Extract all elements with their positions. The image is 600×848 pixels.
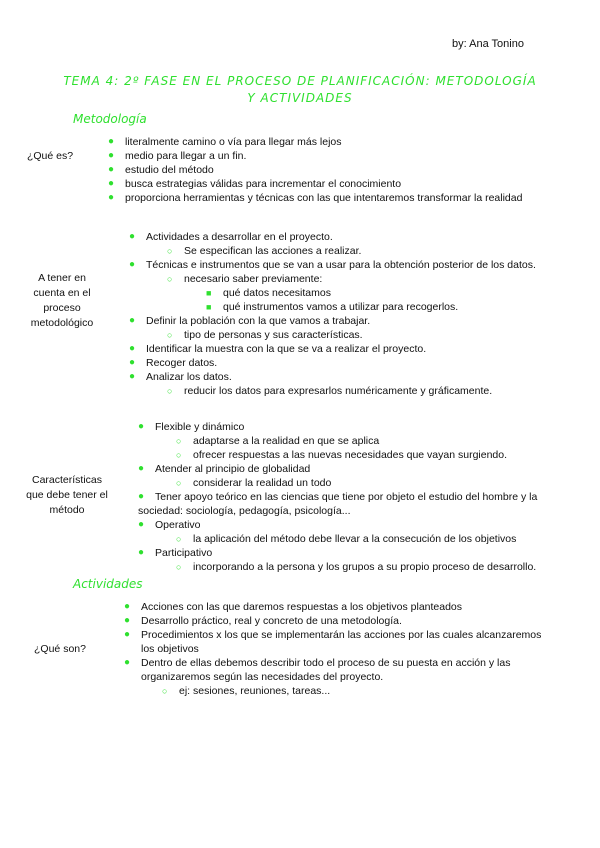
bullet-icon: ● xyxy=(108,178,115,189)
bullet-icon: ○ xyxy=(176,450,182,460)
bullet-icon: ● xyxy=(138,421,145,432)
list-item: ○ la aplicación del método debe llevar a la consecución de los objetivos xyxy=(176,533,517,545)
section-heading-actividades: Actividades xyxy=(73,577,143,591)
que-es-list xyxy=(108,135,575,205)
caracteristicas-list xyxy=(138,420,585,574)
bullet-icon: ○ xyxy=(176,562,182,572)
bullet-icon: ○ xyxy=(162,686,168,696)
list-item: ○ Se especifican las acciones a realizar. xyxy=(167,245,362,257)
list-item: ○ ofrecer respuestas a las nuevas necesidades que vayan surgiendo. xyxy=(176,449,508,461)
title-line-2: Y ACTIVIDADES xyxy=(247,91,353,105)
list-item-continuation: organizaremos según las necesidades del proyecto. xyxy=(141,671,384,683)
bullet-icon: ● xyxy=(129,259,136,270)
section-heading-metodologia: Metodología xyxy=(73,112,147,126)
bullet-icon: ○ xyxy=(167,386,173,396)
bullet-icon: ○ xyxy=(167,274,173,284)
bullet-icon: ● xyxy=(108,164,115,175)
list-item: ● proporciona herramientas y técnicas con las que intentaremos transformar la realidad xyxy=(108,192,523,204)
list-item: ○ necesario saber previamente: xyxy=(167,273,323,285)
bullet-icon: ○ xyxy=(176,436,182,446)
bullet-icon: ● xyxy=(124,615,131,626)
list-item: ● Recoger datos. xyxy=(129,357,218,369)
bullet-icon: ■ xyxy=(206,302,212,312)
actividades-list xyxy=(124,600,581,698)
bullet-icon: ■ xyxy=(206,288,212,298)
list-item: ● Analizar los datos. xyxy=(129,371,232,383)
bullet-icon: ● xyxy=(129,371,136,382)
list-item: ■ qué instrumentos vamos a utilizar para recogerlos. xyxy=(206,301,459,313)
list-item: ● Atender al principio de globalidad xyxy=(138,463,311,475)
list-item: ● Flexible y dinámico xyxy=(138,421,245,433)
list-item: ● Definir la población con la que vamos a trabajar. xyxy=(129,315,371,327)
bullet-icon: ● xyxy=(129,315,136,326)
que-es-label: ¿Qué es? xyxy=(26,150,74,162)
list-item: ● busca estrategias válidas para incrementar el conocimiento xyxy=(108,178,402,190)
list-item-continuation: los objetivos xyxy=(141,643,199,655)
list-item: ● Tener apoyo teórico en las ciencias que tiene por objeto el estudio del hombre y la xyxy=(138,491,538,503)
list-item: ● Identificar la muestra con la que se va a realizar el proyecto. xyxy=(129,343,427,355)
bullet-icon: ● xyxy=(129,231,136,242)
list-item: ● Procedimientos x los que se implementarán las acciones por las cuales alcanzaremos xyxy=(124,629,542,641)
que-son-label: ¿Qué son? xyxy=(34,643,86,655)
list-item: ■ qué datos necesitamos xyxy=(206,287,331,299)
caracteristicas-label: Características que debe tener el método xyxy=(26,474,108,516)
bullet-icon: ● xyxy=(138,463,145,474)
list-item: ● estudio del método xyxy=(108,164,214,176)
bullet-icon: ● xyxy=(129,343,136,354)
document-title xyxy=(60,73,540,107)
bullet-icon: ● xyxy=(108,136,115,147)
bullet-icon: ● xyxy=(138,519,145,530)
list-item-continuation: sociedad: sociología, pedagogía, psicología... xyxy=(138,505,351,517)
list-item: ● Técnicas e instrumentos que se van a usar para la obtención posterior de los datos. xyxy=(129,259,536,271)
list-item: ● literalmente camino o vía para llegar más lejos xyxy=(108,136,342,148)
list-item: ● Participativo xyxy=(138,547,213,559)
list-item: ● medio para llegar a un fin. xyxy=(108,150,247,162)
bullet-icon: ● xyxy=(138,547,145,558)
title-line-1: TEMA 4: 2º FASE EN EL PROCESO DE PLANIFICACIÓN: METODOLOGÍA xyxy=(63,74,537,88)
bullet-icon: ● xyxy=(124,601,131,612)
list-item: ○ considerar la realidad un todo xyxy=(176,477,332,489)
bullet-icon: ● xyxy=(124,629,131,640)
list-item: ○ tipo de personas y sus características. xyxy=(167,329,363,341)
bullet-icon: ○ xyxy=(167,246,173,256)
bullet-icon: ● xyxy=(138,491,145,502)
proceso-label: A tener en cuenta en el proceso metodológico xyxy=(30,272,94,329)
list-item: ● Acciones con las que daremos respuestas a los objetivos planteados xyxy=(124,601,463,613)
bullet-icon: ● xyxy=(124,657,131,668)
bullet-icon: ○ xyxy=(176,534,182,544)
list-item: ● Desarrollo práctico, real y concreto de una metodología. xyxy=(124,615,402,627)
list-item: ○ ej: sesiones, reuniones, tareas... xyxy=(162,685,331,697)
bullet-icon: ● xyxy=(108,150,115,161)
bullet-icon: ● xyxy=(108,192,115,203)
list-item: ● Actividades a desarrollar en el proyecto. xyxy=(129,231,333,243)
proceso-list xyxy=(129,230,586,398)
bullet-icon: ○ xyxy=(176,478,182,488)
list-item: ○ incorporando a la persona y los grupos a su propio proceso de desarrollo. xyxy=(176,561,537,573)
list-item: ○ reducir los datos para expresarlos numéricamente y gráficamente. xyxy=(167,385,493,397)
list-item: ● Operativo xyxy=(138,519,201,531)
author-credit: by: Ana Tonino xyxy=(452,38,524,50)
list-item: ○ adaptarse a la realidad en que se aplica xyxy=(176,435,380,447)
bullet-icon: ○ xyxy=(167,330,173,340)
list-item: ● Dentro de ellas debemos describir todo el proceso de su puesta en acción y las xyxy=(124,657,511,669)
bullet-icon: ● xyxy=(129,357,136,368)
